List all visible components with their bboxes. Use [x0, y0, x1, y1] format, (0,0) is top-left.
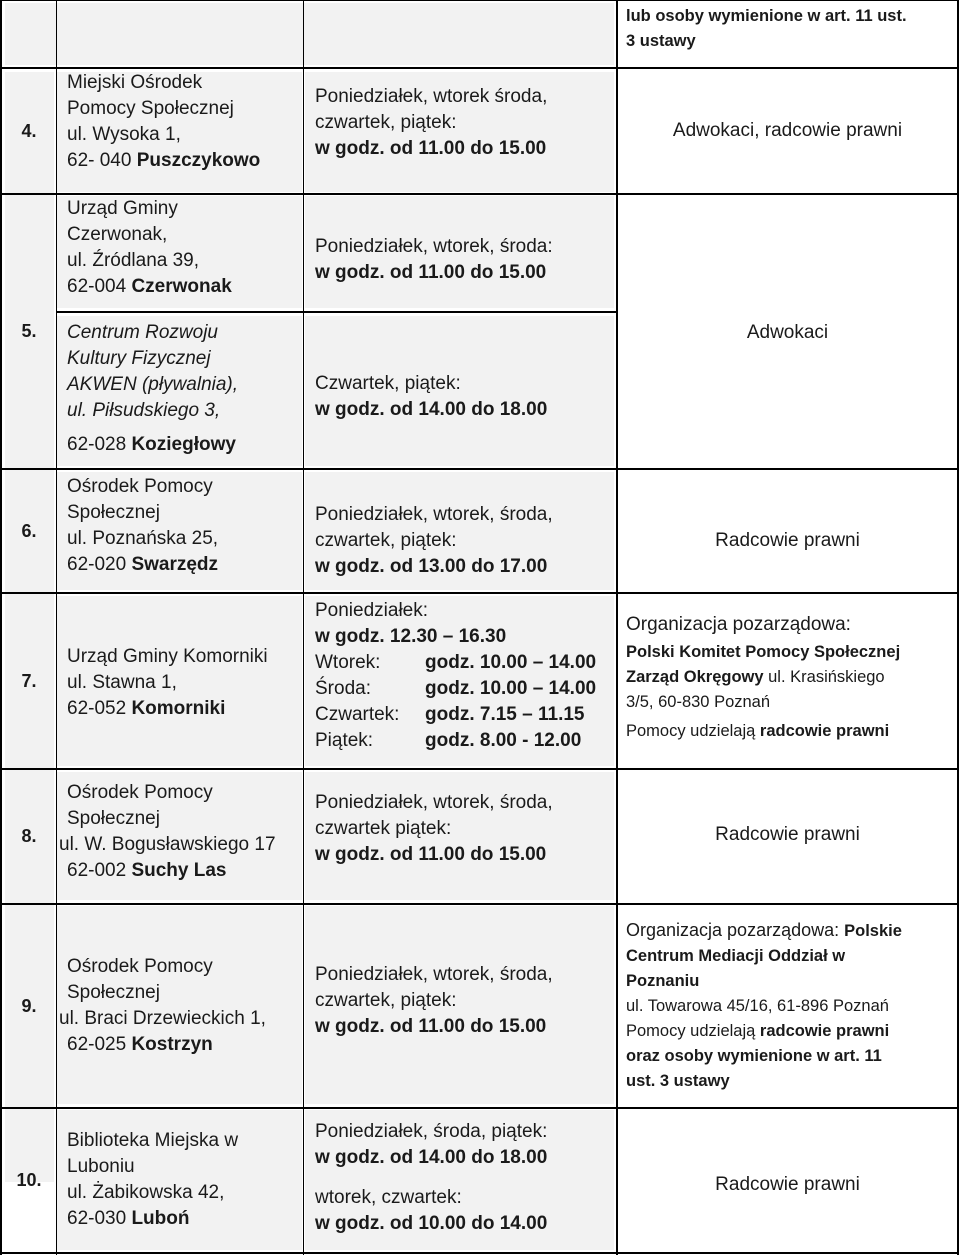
legal-aid-table: lub osoby wymienione w art. 11 ust. 3 ustawy 4. Miejski Ośrodek Pomocy Społecznej ul. Wysoka 1, 62- 040 Puszczykowo Poniedziałek, wtorek środa, czwartek, piątek: w godz. od 11.00 do 15.00 Adwokaci, radcowie prawni 5. Urząd Gminy Czerwonak, ul. Źródlana 39, 62-004 Czerwonak Poniedziałek, wtorek, środa: w godz. od 11.00 do 15.00 Centrum Rozwoju Kultury Fizycznej AKWEN (pływalnia), ul. Piłsudskiego 3, 62-028 Koziegłowy Czwartek, piątek: w godz. od 14.00 do 18.00 Adwokaci 6. Ośrodek Pomocy Społecznej ul. Poznańska 25, 62-020 Swarzędz Poniedziałek, wtorek, środa, czwartek, piątek: w godz. od 13.00 do 17.00 Radcowie prawni 7. Urząd Gminy Komorniki ul. Stawna 1, 62-052 Komorniki Poniedziałek: w godz. 12.30 – 16.30 Wtorek: godz. 10.00 – 14.00 Środa: godz. 10.00 – 14.00 Czwartek: godz. 7.15 – 11.15 Piątek: godz. 8.00 - 12.00 Organizacja pozarządowa: Polski Komitet Pomocy Społecznej Zarząd Okręgowy ul. Krasińskiego 3/5, 60-830 Poznań Pomocy udzielają radcowie prawni 8. Ośrodek Pomocy Społecznej ul. W. Bogusławskiego 17 62-002 Suchy Las Poniedziałek, wtorek, środa, czwartek piątek: w godz. od 11.00 do 15.00 Radcowie prawni 9. Ośrodek Pomocy Społecznej ul. Braci Drzewieckich 1, 62-025 Kostrzyn Poniedziałek, wtorek, środa, czwartek, piątek: w godz. od 11.00 do 15.00 Organizacja pozarządowa: Polskie Centrum Mediacji Oddział w Poznaniu ul. Towarowa 45/16, 61-896 Poznań Pomocy udzielają radcowie prawni oraz osoby wymienione w art. 11 ust. 3 ustawy 10. Biblioteka Miejska w Luboniu ul. Żabikowska 42, 62-030 Luboń Poniedziałek, środa, piątek: w godz. od 14.00 do 18.00 wtorek, czwartek: w godz. od 10.00 do 14.00 Radcowie prawni — [0, 0, 960, 1255]
provider: Organizacja pozarządowa: Polski Komitet Pomocy Społecznej Zarząd Okręgowy ul. Krasińskiego 3/5, 60-830 Poznań Pomocy udzielają radcowie prawni — [626, 614, 901, 740]
office-hours: Poniedziałek: w godz. 12.30 – 16.30 Wtorek: godz. 10.00 – 14.00 Środa: godz. 10.00 – 14.00 Czwartek: godz. 7.15 – 11.15 Piątek: godz. 8.00 - 12.00 — [315, 600, 597, 751]
provider: Adwokaci — [746, 322, 829, 343]
office-hours: Poniedziałek, wtorek, środa, czwartek, piątek: w godz. od 13.00 do 17.00 — [315, 504, 553, 577]
location-address: Ośrodek Pomocy Społecznej ul. Braci Drzewieckich 1, 62-025 Kostrzyn — [59, 956, 266, 1055]
location-address: Urząd Gminy Komorniki ul. Stawna 1, 62-052 Komorniki — [67, 646, 268, 719]
location-address: Ośrodek Pomocy Społecznej ul. Poznańska 25, 62-020 Swarzędz — [67, 476, 219, 575]
continuation-note: lub osoby wymienione w art. 11 ust. 3 ustawy — [626, 7, 907, 50]
row-number: 8. — [21, 826, 37, 846]
provider: Radcowie prawni — [715, 824, 860, 845]
location-address: Biblioteka Miejska w Luboniu ul. Żabikowska 42, 62-030 Luboń — [67, 1130, 239, 1229]
row-number: 7. — [21, 670, 37, 691]
row-number: 6. — [21, 520, 37, 541]
office-hours: Poniedziałek, wtorek, środa, czwartek piątek: w godz. od 11.00 do 15.00 — [315, 792, 553, 865]
row-number: 4. — [21, 120, 37, 141]
row-number: 5. — [21, 321, 37, 341]
provider: Organizacja pozarządowa: Polskie Centrum Mediacji Oddział w Poznaniu ul. Towarowa 45/16, 61-896 Poznań Pomocy udzielają radcowie prawni oraz osoby wymienione w art. 11 ust. 3 ustawy — [626, 920, 902, 1090]
office-hours: Poniedziałek, wtorek, środa, czwartek, piątek: w godz. od 11.00 do 15.00 — [315, 964, 553, 1037]
location-address: Ośrodek Pomocy Społecznej ul. W. Bogusławskiego 17 62-002 Suchy Las — [59, 782, 276, 881]
office-hours: Poniedziałek, wtorek, środa: w godz. od 11.00 do 15.00 — [315, 236, 553, 283]
provider: Radcowie prawni — [715, 1174, 860, 1195]
row-number: 9. — [21, 995, 37, 1016]
office-hours: Czwartek, piątek: w godz. od 14.00 do 18.00 — [315, 373, 548, 420]
row-number: 10. — [16, 1170, 42, 1190]
location-address: Centrum Rozwoju Kultury Fizycznej AKWEN (pływalnia), ul. Piłsudskiego 3, — [67, 322, 239, 421]
location-address: Urząd Gminy Czerwonak, ul. Źródlana 39, 62-004 Czerwonak — [67, 198, 232, 297]
office-hours: Poniedziałek, środa, piątek: w godz. od 14.00 do 18.00 wtorek, czwartek: w godz. od 10.00 do 14.00 — [315, 1121, 548, 1234]
office-hours: Poniedziałek, wtorek środa, czwartek, piątek: w godz. od 11.00 do 15.00 — [315, 86, 548, 159]
provider: Adwokaci, radcowie prawni — [672, 120, 903, 141]
location-address: Miejski Ośrodek Pomocy Społecznej ul. Wysoka 1, 62- 040 Puszczykowo — [67, 72, 261, 171]
top-row-shade — [5, 3, 614, 65]
provider: Radcowie prawni — [715, 530, 860, 551]
